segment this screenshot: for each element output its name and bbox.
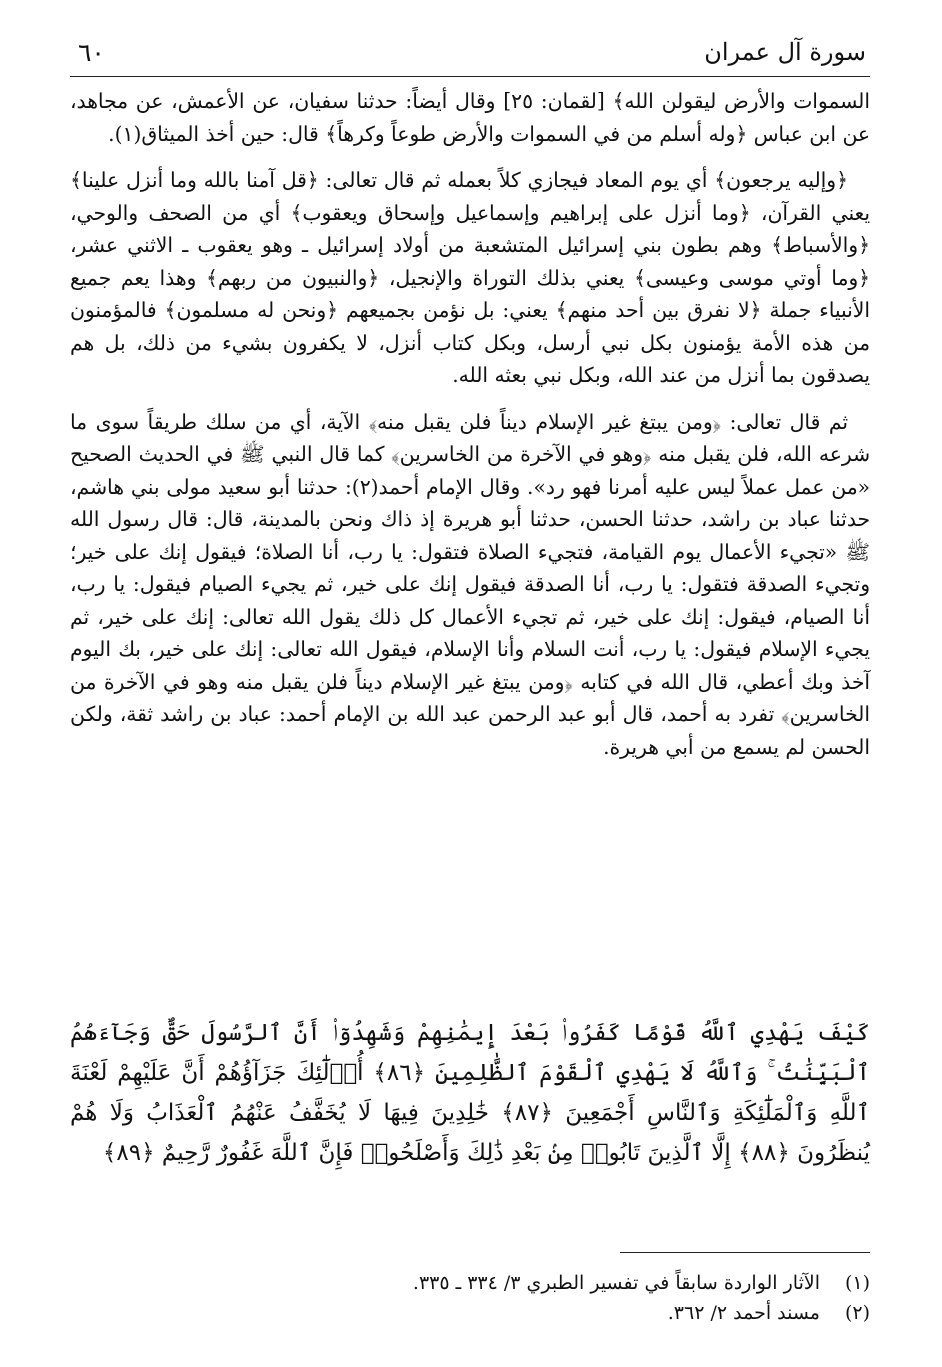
paragraph: ثم قال تعالى: ﴿ومن يبتغ غير الإسلام ديناً فلن يقبل منه﴾ الآية، أي من سلك طريقاً سوى ما شرعه الله، فلن يقبل منه ﴿وهو في الآخرة من الخاسرين﴾ كما قال النبي ﷺ في الحديث الصحيح «من عمل عملاً ليس عليه أمرنا فهو رد». وقال الإمام أحمد(٢): حدثنا أبو سعيد مولى بني هاشم، حدثنا عباد بن راشد، حدثنا الحسن، حدثنا أبو هريرة إذ ذاك ونحن بالمدينة، قال: قال رسول الله ﷺ «تجيء الأعمال يوم القيامة، فتجيء الصلاة فتقول: يا رب، أنا الصلاة؛ فيقول إنك على خير؛ وتجيء الصدقة فتقول: يا رب، أنا الصدقة فيقول إنك على خير، ثم يجيء الصيام فيقول: يا رب، أنا الصيام، فيقول: إنك على خير، ثم تجيء الأعمال كل ذلك يقول الله تعالى: إنك على خير، ثم يجيء الإسلام فيقول: يا رب، أنت السلام وأنا الإسلام، فيقول الله تعالى: إنك على خير، بك اليوم آخذ وبك أعطي، قال الله في كتابه ﴿ومن يبتغ غير الإسلام ديناً فلن يقبل منه وهو في الآخرة من الخاسرين﴾ تفرد به أحمد، قال أبو عبد الرحمن عبد الله بن الإمام أحمد: عباد بن راشد ثقة، ولكن الحسن لم يسمع من أبي هريرة. (70, 409, 871, 759)
footnote-number: (١) (844, 1272, 870, 1294)
footnote-text: الآثار الواردة سابقاً في تفسير الطبري ٣/ ٣٣٤ ـ ٣٣٥. (412, 1272, 820, 1294)
paragraph: ﴿وإليه يرجعون﴾ أي يوم المعاد فيجازي كلاً بعمله ثم قال تعالى: ﴿قل آمنا بالله وما أنزل علينا﴾ يعني القرآن، ﴿وما أنزل على إبراهيم وإسماعيل وإسحاق ويعقوب﴾ أي من الصحف والوحي، ﴿والأسباط﴾ وهم بطون بني إسرائيل المتشعبة من أولاد إسرائيل ـ وهو يعقوب ـ الاثني عشر، ﴿وما أوتي موسى وعيسى﴾ يعني بذلك التوراة والإنجيل، ﴿والنبيون من ربهم﴾ وهذا يعم جميع الأنبياء جملة ﴿لا نفرق بين أحد منهم﴾ يعني: بل نؤمن بجميعهم ﴿ونحن له مسلمون﴾ فالمؤمنون من هذه الأمة يؤمنون بكل نبي أرسل، وبكل كتاب أنزل، لا يكفرون بشيء من ذلك، بل هم يصدقون بما أنزل من عند الله، وبكل نبي بعثه الله. (70, 168, 870, 387)
footnote (70, 1298, 870, 1328)
surah-title: سورة آل عمران (704, 38, 866, 66)
commentary-text (70, 85, 870, 777)
footnote (70, 1268, 870, 1298)
paragraph: السموات والأرض ليقولن الله﴾ [لقمان: ٢٥] وقال أيضاً: حدثنا سفيان، عن الأعمش، عن مجاهد، عن ابن عباس ﴿وله أسلم من في السموات والأرض طوعاً وكرهاً﴾ قال: حين أخذ الميثاق(١). (70, 89, 870, 146)
page-number: ٦٠ (78, 38, 105, 67)
footnote-divider (620, 1252, 870, 1253)
footnotes (70, 1268, 870, 1328)
quran-verses: كَيْفَ يَهْدِي ٱللَّهُ قَوْمًا كَفَرُوا۟ بَعْدَ إِيمَٰنِهِمْ وَشَهِدُوٓا۟ أَنَّ ٱلرَّسُولَ حَقٌّ وَجَآءَهُمُ ٱلْبَيِّنَٰتُ ۚ وَٱللَّهُ لَا يَهْدِي ٱلْقَوْمَ ٱلظَّٰلِمِينَ ﴿٨٦﴾ أُو۟لَٰٓئِكَ جَزَآؤُهُمْ أَنَّ عَلَيْهِمْ لَعْنَةَ ٱللَّهِ وَٱلْمَلَٰٓئِكَةِ وَٱلنَّاسِ أَجْمَعِينَ ﴿٨٧﴾ خَٰلِدِينَ فِيهَا لَا يُخَفَّفُ عَنْهُمُ ٱلْعَذَابُ وَلَا هُمْ يُنظَرُونَ ﴿٨٨﴾ إِلَّا ٱلَّذِينَ تَابُوا۟ مِنۢ بَعْدِ ذَٰلِكَ وَأَصْلَحُوا۟ فَإِنَّ ٱللَّهَ غَفُورٌ رَّحِيمٌ ﴿٨٩﴾ (70, 1020, 870, 1166)
footnote-number: (٢) (844, 1302, 870, 1324)
running-header (70, 30, 870, 77)
footnote-text: مسند أحمد ٢/ ٣٦٢. (667, 1302, 820, 1324)
